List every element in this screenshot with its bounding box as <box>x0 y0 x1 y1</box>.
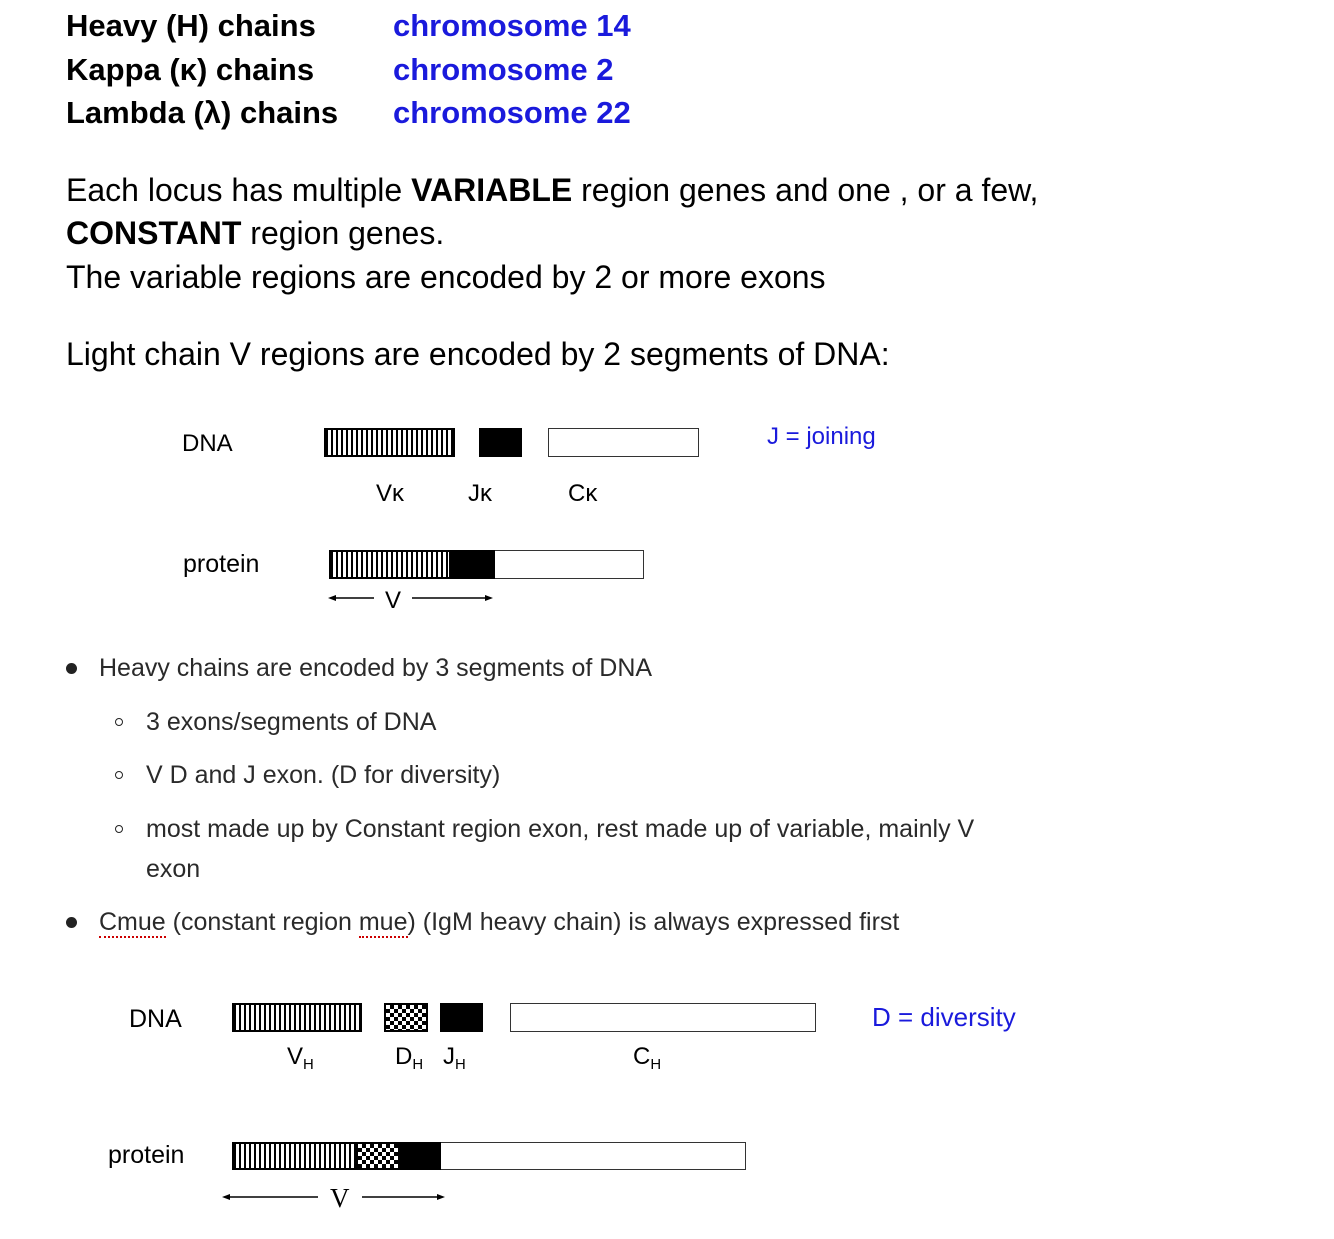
sub-bullet-icon <box>115 771 123 779</box>
v-kappa-label: Vκ <box>376 480 405 507</box>
heavy-v-label: V <box>330 1183 350 1213</box>
j-kappa-label: Jκ <box>468 480 492 507</box>
note-sub-2: V D and J exon. (D for diversity) <box>146 761 501 789</box>
light-protein-j-part <box>451 550 495 579</box>
seg-letter: D <box>395 1043 413 1070</box>
light-dna-label: DNA <box>182 430 233 457</box>
kappa-chromosome: chromosome 2 <box>393 52 614 87</box>
spell-flag-cmue: Cmue <box>99 908 166 936</box>
intro-line-3: The variable regions are encoded by 2 or more exons <box>66 259 826 295</box>
d-diversity-note: D = diversity <box>872 1002 1016 1032</box>
note-sub-3-line2: exon <box>146 855 201 883</box>
v-kappa-segment <box>324 428 455 457</box>
ch-segment <box>510 1003 816 1032</box>
note-sub-1: 3 exons/segments of DNA <box>146 708 437 736</box>
light-protein-label: protein <box>183 550 260 578</box>
heavy-chromosome: chromosome 14 <box>393 8 631 43</box>
intro-text: Each locus has multiple <box>66 172 412 208</box>
heavy-dna-label: DNA <box>129 1005 182 1033</box>
intro-text: region genes and one , or a few, <box>572 172 1039 208</box>
bullet-icon <box>66 917 77 928</box>
spell-flag-mue: mue <box>358 908 408 936</box>
c-kappa-label: Cκ <box>568 480 598 507</box>
seg-subscript: H <box>455 1057 466 1074</box>
heavy-protein-v-part <box>232 1142 356 1170</box>
seg-subscript: H <box>650 1057 662 1074</box>
intro-line-1 <box>66 172 1038 209</box>
note-sub-3-line1: most made up by Constant region exon, rest made up of variable, mainly V <box>146 815 975 843</box>
note-text: ) (IgM heavy chain) is always expressed first <box>407 908 900 936</box>
vh-segment <box>232 1003 362 1032</box>
j-joining-note: J = joining <box>767 423 876 450</box>
c-kappa-segment <box>548 428 699 457</box>
lambda-chains-label: Lambda (λ) chains <box>66 95 339 130</box>
note-cmue <box>99 908 899 937</box>
jh-segment <box>440 1003 483 1032</box>
sub-bullet-icon <box>115 718 123 726</box>
heavy-chains-label: Heavy (H) chains <box>66 8 316 43</box>
variable-bold: VARIABLE <box>411 172 573 208</box>
heavy-protein-label: protein <box>108 1141 185 1169</box>
intro-line-2 <box>66 215 444 252</box>
light-v-label: V <box>385 587 402 614</box>
lambda-chromosome: chromosome 22 <box>393 95 631 130</box>
seg-letter: J <box>443 1043 455 1070</box>
seg-letter: C <box>633 1043 651 1070</box>
j-kappa-segment <box>479 428 522 457</box>
light-chain-heading: Light chain V regions are encoded by 2 segments of DNA: <box>66 336 890 372</box>
constant-bold: CONSTANT <box>66 215 242 251</box>
seg-subscript: H <box>303 1057 314 1074</box>
sub-bullet-icon <box>115 825 123 833</box>
jh-label <box>443 1043 466 1073</box>
seg-letter: V <box>287 1043 304 1070</box>
note-text: (constant region <box>165 908 359 936</box>
heavy-protein-d-part <box>356 1142 400 1170</box>
seg-subscript: H <box>412 1057 424 1074</box>
vh-label <box>287 1043 314 1073</box>
light-protein-v-part <box>329 550 451 579</box>
intro-text: region genes. <box>241 215 445 251</box>
dh-segment <box>384 1003 428 1032</box>
ch-label <box>633 1043 661 1073</box>
heavy-protein-j-part <box>400 1142 441 1170</box>
note-heavy-chains: Heavy chains are encoded by 3 segments of DNA <box>99 654 653 682</box>
dh-label <box>395 1043 423 1073</box>
kappa-chains-label: Kappa (κ) chains <box>66 52 315 87</box>
bullet-icon <box>66 663 77 674</box>
light-v-arrow <box>328 590 496 606</box>
